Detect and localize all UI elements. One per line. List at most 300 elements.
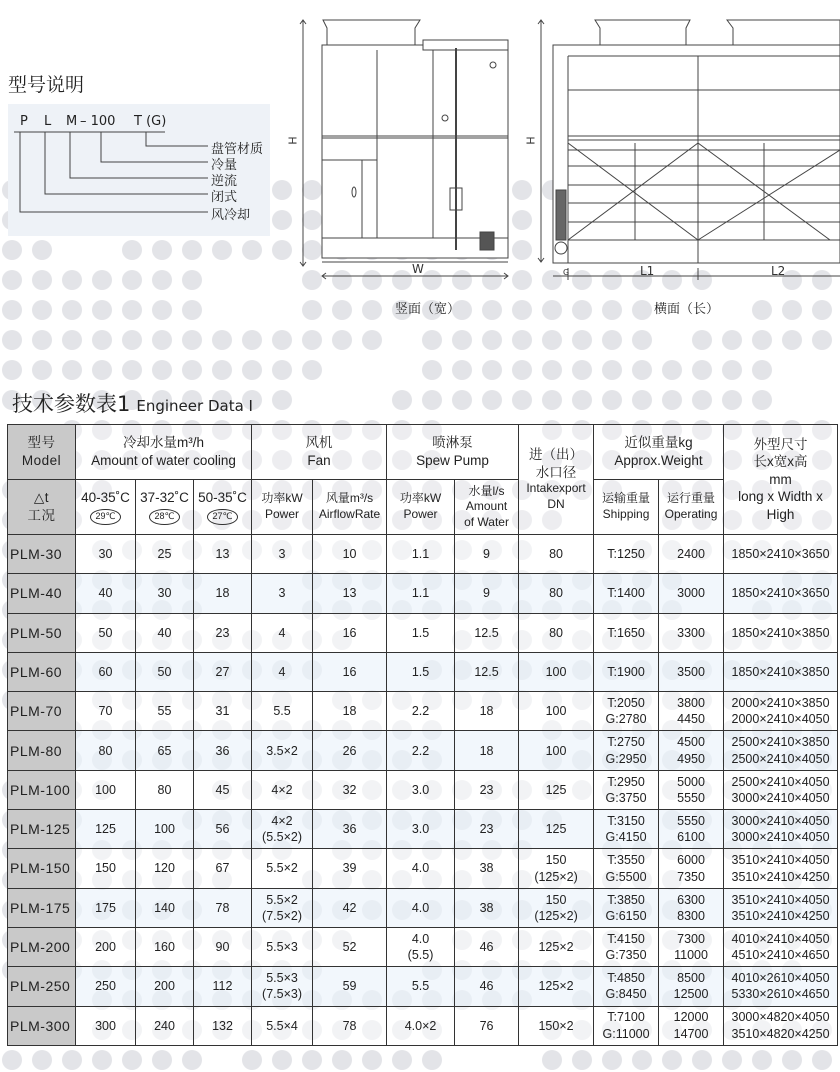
operating-weight-cell [659, 535, 724, 574]
background-dot [422, 330, 442, 350]
cooling-37-32-cell: 100 [136, 810, 194, 849]
background-dot [62, 270, 82, 290]
background-dot [92, 360, 112, 380]
shipping-weight-cell [594, 967, 659, 1006]
dimensions-value: 3000×4820×4050 [731, 1010, 830, 1025]
pump-power-value: 3.0 [411, 822, 430, 837]
background-dot [182, 300, 202, 320]
background-dot [752, 330, 772, 350]
background-dot [302, 1050, 322, 1070]
legend-air-cooling: 风冷却 [211, 208, 251, 223]
background-dot [32, 1050, 52, 1070]
code-number: – 100 [80, 114, 116, 129]
pump-power-cell [387, 731, 455, 770]
port-dn-cell [519, 849, 594, 888]
header-cond-2: 37-32˚C 28℃ [136, 480, 194, 535]
tech-data-title [12, 388, 253, 418]
operating-weight-cell [659, 967, 724, 1006]
legend-counterflow: 逆流 [211, 174, 238, 189]
port-dn-cell [519, 927, 594, 966]
background-dot [482, 330, 502, 350]
background-dot [32, 270, 52, 290]
background-dot [482, 360, 502, 380]
background-dot [2, 360, 22, 380]
dimensions-cell [724, 535, 838, 574]
operating-weight-value: 5000 [677, 774, 705, 789]
table-row [8, 927, 838, 966]
tech-title-cn: 技术参数表1 [12, 392, 131, 416]
background-dot [122, 300, 142, 320]
shipping-weight-cell [594, 810, 659, 849]
pump-power-value: 5.5 [411, 979, 430, 994]
background-dot [62, 330, 82, 350]
cooling-37-32-cell: 200 [136, 967, 194, 1006]
fan-power-cell [252, 770, 313, 809]
background-dot [602, 1050, 622, 1070]
background-dot [602, 360, 622, 380]
background-dot [212, 330, 232, 350]
background-dot [632, 1050, 652, 1070]
background-dot [662, 1050, 682, 1070]
port-dn-cell [519, 770, 594, 809]
header-dimensions: 外型尺寸 长x宽x高 mm long x Width x High [724, 425, 838, 535]
shipping-weight-value: G:11000 [602, 1026, 650, 1041]
operating-weight-value: 4500 [677, 735, 705, 750]
port-dn-value: (125×2) [534, 908, 578, 923]
pump-power-value: 4.0 [411, 861, 430, 876]
cooling-40-35-cell: 30 [76, 535, 136, 574]
header-weight: 近似重量kg Approx.Weight [594, 425, 724, 480]
dimensions-value: 3000×2410×4050 [731, 790, 830, 805]
fan-airflow-cell: 13 [313, 574, 387, 613]
port-dn-cell [519, 731, 594, 770]
background-dot [452, 390, 472, 410]
background-dot [692, 330, 712, 350]
background-dot [122, 330, 142, 350]
dimensions-cell [724, 692, 838, 731]
background-dot [152, 270, 172, 290]
table-row [8, 888, 838, 927]
cooling-50-35-cell: 23 [194, 613, 252, 652]
background-dot [302, 360, 322, 380]
shipping-weight-value: G:4150 [605, 830, 647, 845]
operating-weight-cell [659, 888, 724, 927]
shipping-weight-cell [594, 692, 659, 731]
model-cell: PLM-300 [8, 1006, 76, 1045]
model-cell: PLM-100 [8, 770, 76, 809]
table-row [8, 849, 838, 888]
fan-power-value: (5.5×2) [262, 830, 302, 845]
table-row [8, 574, 838, 613]
pump-power-value: 3.0 [411, 782, 430, 797]
port-dn-value: 125×2 [538, 979, 574, 994]
cooling-50-35-cell: 67 [194, 849, 252, 888]
operating-weight-value: 4450 [677, 712, 705, 727]
fan-power-value: (7.5×2) [262, 908, 302, 923]
cooling-37-32-cell: 25 [136, 535, 194, 574]
legend-capacity: 冷量 [211, 158, 238, 173]
cooling-40-35-cell: 50 [76, 613, 136, 652]
model-cell: PLM-200 [8, 927, 76, 966]
cooling-37-32-cell: 30 [136, 574, 194, 613]
model-cell: PLM-125 [8, 810, 76, 849]
cooling-37-32-cell: 80 [136, 770, 194, 809]
model-cell: PLM-150 [8, 849, 76, 888]
pump-water-cell: 12.5 [455, 652, 519, 691]
header-fan-airflow: 风量m³/s AirflowRate [313, 480, 387, 535]
cooling-40-35-cell: 125 [76, 810, 136, 849]
pump-power-value: (5.5) [407, 948, 434, 963]
model-cell: PLM-80 [8, 731, 76, 770]
dimensions-value: 4010×2610×4050 [731, 971, 830, 986]
fan-power-value: 4×2 [271, 782, 293, 797]
background-dot [62, 300, 82, 320]
port-dn-value: 150×2 [538, 1018, 574, 1033]
background-dot [692, 390, 712, 410]
background-dot [92, 300, 112, 320]
port-dn-cell [519, 1006, 594, 1045]
port-dn-cell [519, 613, 594, 652]
dimensions-value: 2000×2410×4050 [731, 712, 830, 727]
cooling-37-32-cell: 50 [136, 652, 194, 691]
shipping-weight-value: G:2950 [605, 751, 647, 766]
operating-weight-cell [659, 927, 724, 966]
pump-power-value: 1.5 [411, 664, 430, 679]
shipping-weight-cell [594, 888, 659, 927]
background-dot [122, 270, 142, 290]
background-dot [422, 1050, 442, 1070]
dimensions-value: 1850×2410×3650 [731, 586, 830, 601]
dimensions-cell [724, 967, 838, 1006]
background-dot [122, 1050, 142, 1070]
background-dot [182, 360, 202, 380]
fan-power-cell [252, 927, 313, 966]
cooling-50-35-cell: 90 [194, 927, 252, 966]
dimensions-cell [724, 613, 838, 652]
shipping-weight-value: G:2780 [605, 712, 647, 727]
side-view-drawing [300, 20, 508, 279]
background-dot [92, 270, 112, 290]
background-dot [602, 390, 622, 410]
model-explain-title: 型号说明 [8, 74, 85, 96]
front-view-drawing [538, 20, 840, 280]
background-dot [362, 1050, 382, 1070]
model-cell: PLM-30 [8, 535, 76, 574]
background-dot [92, 1050, 112, 1070]
fan-power-cell [252, 731, 313, 770]
fan-power-value: (7.5×3) [262, 987, 302, 1002]
fan-power-cell [252, 888, 313, 927]
operating-weight-value: 8500 [677, 971, 705, 986]
fan-power-value: 5.5×3 [266, 971, 298, 986]
background-dot [242, 1050, 262, 1070]
operating-weight-value: 7350 [677, 869, 705, 884]
shipping-weight-value: T:2050 [607, 696, 645, 711]
fan-airflow-cell: 59 [313, 967, 387, 1006]
shipping-weight-value: G:7350 [605, 948, 647, 963]
port-dn-cell [519, 652, 594, 691]
pump-power-value: 1.1 [411, 586, 430, 601]
shipping-weight-value: G:6150 [605, 908, 647, 923]
pump-power-cell [387, 574, 455, 613]
pump-power-cell [387, 967, 455, 1006]
background-dot [242, 330, 262, 350]
operating-weight-cell [659, 731, 724, 770]
header-cond-1: 40-35˚C 29℃ [76, 480, 136, 535]
background-dot [662, 360, 682, 380]
background-dot [812, 1050, 832, 1070]
table-row [8, 967, 838, 1006]
operating-weight-value: 12500 [673, 987, 709, 1002]
cooling-40-35-cell: 200 [76, 927, 136, 966]
cooling-40-35-cell: 60 [76, 652, 136, 691]
fan-power-value: 5.5 [273, 704, 291, 719]
tech-title-en: Engineer Data Ⅰ [136, 397, 253, 415]
shipping-weight-value: T:1250 [607, 547, 645, 562]
background-dot [182, 1050, 202, 1070]
shipping-weight-cell [594, 770, 659, 809]
fan-power-value: 5.5×2 [266, 861, 298, 876]
background-dot [242, 360, 262, 380]
background-dot [122, 240, 142, 260]
background-dot [452, 330, 472, 350]
operating-weight-cell [659, 1006, 724, 1045]
background-dot [572, 390, 592, 410]
background-dot [752, 1050, 772, 1070]
pump-power-value: 4.0×2 [404, 1018, 437, 1033]
operating-weight-cell [659, 810, 724, 849]
table-row [8, 1006, 838, 1045]
pump-power-cell [387, 810, 455, 849]
shipping-weight-value: G:5500 [605, 869, 647, 884]
shipping-weight-value: T:1650 [607, 625, 645, 640]
background-dot [272, 360, 292, 380]
operating-weight-value: 11000 [674, 948, 708, 963]
fan-power-value: 5.5×2 [266, 892, 298, 907]
operating-weight-value: 3800 [677, 696, 705, 711]
port-dn-cell [519, 692, 594, 731]
header-operating: 运行重量 Operating [659, 480, 724, 535]
cooling-50-35-cell: 78 [194, 888, 252, 927]
background-dot [242, 240, 262, 260]
dimensions-cell [724, 652, 838, 691]
background-dot [812, 330, 832, 350]
legend-coil-material: 盘管材质 [211, 142, 264, 157]
fan-airflow-cell: 39 [313, 849, 387, 888]
background-dot [542, 360, 562, 380]
fan-airflow-cell: 16 [313, 652, 387, 691]
dimensions-value: 1850×2410×3850 [731, 664, 830, 679]
fan-power-cell [252, 652, 313, 691]
background-dot [662, 390, 682, 410]
shipping-weight-value: T:2750 [607, 735, 645, 750]
model-cell: PLM-250 [8, 967, 76, 1006]
model-cell: PLM-40 [8, 574, 76, 613]
background-dot [152, 330, 172, 350]
cooling-50-35-cell: 36 [194, 731, 252, 770]
background-dot [512, 330, 532, 350]
cooling-37-32-cell: 240 [136, 1006, 194, 1045]
pump-power-cell [387, 692, 455, 731]
fan-airflow-cell: 52 [313, 927, 387, 966]
l1-label: L1 [640, 264, 655, 278]
cooling-37-32-cell: 65 [136, 731, 194, 770]
background-dot [2, 1050, 22, 1070]
shipping-weight-value: G:8450 [605, 987, 647, 1002]
background-dot [272, 1050, 292, 1070]
background-dot [152, 1050, 172, 1070]
dimensions-cell [724, 810, 838, 849]
operating-weight-value: 8300 [677, 908, 705, 923]
background-dot [752, 360, 772, 380]
background-dot [782, 330, 802, 350]
header-fan: 风机 Fan [252, 425, 387, 480]
engineer-data-table [7, 424, 838, 1046]
background-dot [542, 330, 562, 350]
port-dn-value: 100 [545, 743, 567, 758]
background-dot [62, 1050, 82, 1070]
background-dot [392, 1050, 412, 1070]
fan-power-value: 3.5×2 [266, 743, 298, 758]
pump-water-cell: 18 [455, 692, 519, 731]
fan-power-value: 5.5×3 [266, 939, 298, 954]
port-dn-value: 150 [545, 853, 567, 868]
header-delta-t: △t 工况 [8, 480, 76, 535]
pump-water-cell: 38 [455, 888, 519, 927]
pump-water-cell: 23 [455, 810, 519, 849]
model-cell: PLM-70 [8, 692, 76, 731]
background-dot [152, 240, 172, 260]
background-dot [632, 360, 652, 380]
background-dot [722, 1050, 742, 1070]
pump-power-cell [387, 613, 455, 652]
table-row [8, 770, 838, 809]
background-dot [122, 360, 142, 380]
fan-power-value: 5.5×4 [266, 1018, 298, 1033]
wet-bulb-badge: 27℃ [207, 509, 237, 525]
legend-closed: 闭式 [211, 190, 238, 205]
dimensions-cell [724, 770, 838, 809]
header-cond-3: 50-35˚C 27℃ [194, 480, 252, 535]
dimensions-value: 3510×2410×4050 [731, 853, 830, 868]
dimensions-value: 1850×2410×3850 [731, 625, 830, 640]
fan-power-cell [252, 967, 313, 1006]
shipping-weight-cell [594, 849, 659, 888]
fan-airflow-cell: 26 [313, 731, 387, 770]
fan-power-cell [252, 810, 313, 849]
wet-bulb-badge: 29℃ [90, 509, 120, 525]
background-dot [422, 360, 442, 380]
table-row [8, 613, 838, 652]
shipping-weight-value: T:3150 [607, 813, 645, 828]
front-height-label: H [523, 136, 537, 145]
port-dn-value: 125×2 [538, 939, 574, 954]
fan-power-value: 4 [278, 664, 286, 679]
fan-power-value: 4 [278, 625, 286, 640]
background-dot [212, 240, 232, 260]
dimensions-value: 2500×2410×3850 [731, 735, 830, 750]
pump-power-cell [387, 888, 455, 927]
operating-weight-value: 3000 [677, 586, 705, 601]
background-dot [272, 390, 292, 410]
header-model: 型号 Model [8, 425, 76, 480]
fan-airflow-cell: 32 [313, 770, 387, 809]
background-dot [482, 390, 502, 410]
pump-water-cell: 12.5 [455, 613, 519, 652]
dimensions-value: 2500×2410×4050 [731, 774, 830, 789]
dimensions-value: 3510×2410×4050 [731, 892, 830, 907]
model-cell: PLM-175 [8, 888, 76, 927]
background-dot [2, 300, 22, 320]
background-dot [2, 240, 22, 260]
dimensions-value: 2500×2410×4050 [731, 751, 830, 766]
background-dot [572, 360, 592, 380]
background-dot [632, 390, 652, 410]
operating-weight-cell [659, 692, 724, 731]
shipping-weight-value: T:3550 [607, 853, 645, 868]
dimensions-value: 3510×2410×4250 [731, 869, 830, 884]
shipping-weight-value: T:7100 [607, 1010, 645, 1025]
shipping-weight-value: G:3750 [605, 790, 647, 805]
fan-power-cell [252, 692, 313, 731]
port-dn-cell [519, 810, 594, 849]
cooling-40-35-cell: 70 [76, 692, 136, 731]
cooling-50-35-cell: 112 [194, 967, 252, 1006]
operating-weight-cell [659, 652, 724, 691]
pump-power-value: 1.1 [411, 547, 430, 562]
port-dn-value: 80 [549, 625, 563, 640]
model-cell: PLM-60 [8, 652, 76, 691]
cooling-50-35-cell: 31 [194, 692, 252, 731]
background-dot [752, 390, 772, 410]
model-code-diagram [8, 104, 270, 236]
operating-weight-cell [659, 574, 724, 613]
cooling-37-32-cell: 140 [136, 888, 194, 927]
background-dot [782, 1050, 802, 1070]
background-dot [212, 360, 232, 380]
operating-weight-value: 14700 [673, 1026, 709, 1041]
table-row [8, 731, 838, 770]
background-dot [512, 390, 532, 410]
pump-water-cell: 9 [455, 574, 519, 613]
fan-power-value: 3 [278, 586, 286, 601]
header-pump-power: 功率kW Power [387, 480, 455, 535]
shipping-weight-value: T:1400 [607, 586, 645, 601]
dimensions-value: 5330×2610×4650 [731, 987, 830, 1002]
background-dot [152, 360, 172, 380]
pump-power-cell [387, 927, 455, 966]
dimensions-value: 1850×2410×3650 [731, 547, 830, 562]
operating-weight-value: 3300 [677, 625, 705, 640]
cooling-40-35-cell: 80 [76, 731, 136, 770]
front-view-caption: 横面（长） [654, 302, 720, 317]
cooling-50-35-cell: 13 [194, 535, 252, 574]
background-dot [62, 360, 82, 380]
background-dot [542, 390, 562, 410]
background-dot [272, 330, 292, 350]
shipping-weight-cell [594, 1006, 659, 1045]
background-dot [332, 1050, 352, 1070]
l2-label: L2 [771, 264, 786, 278]
pump-water-cell: 76 [455, 1006, 519, 1045]
fan-airflow-cell: 16 [313, 613, 387, 652]
dimensions-value: 4510×2410×4650 [731, 948, 830, 963]
pump-power-cell [387, 1006, 455, 1045]
pump-power-value: 1.5 [411, 625, 430, 640]
port-dn-cell [519, 535, 594, 574]
code-l: L [44, 114, 52, 129]
operating-weight-value: 2400 [677, 547, 705, 562]
